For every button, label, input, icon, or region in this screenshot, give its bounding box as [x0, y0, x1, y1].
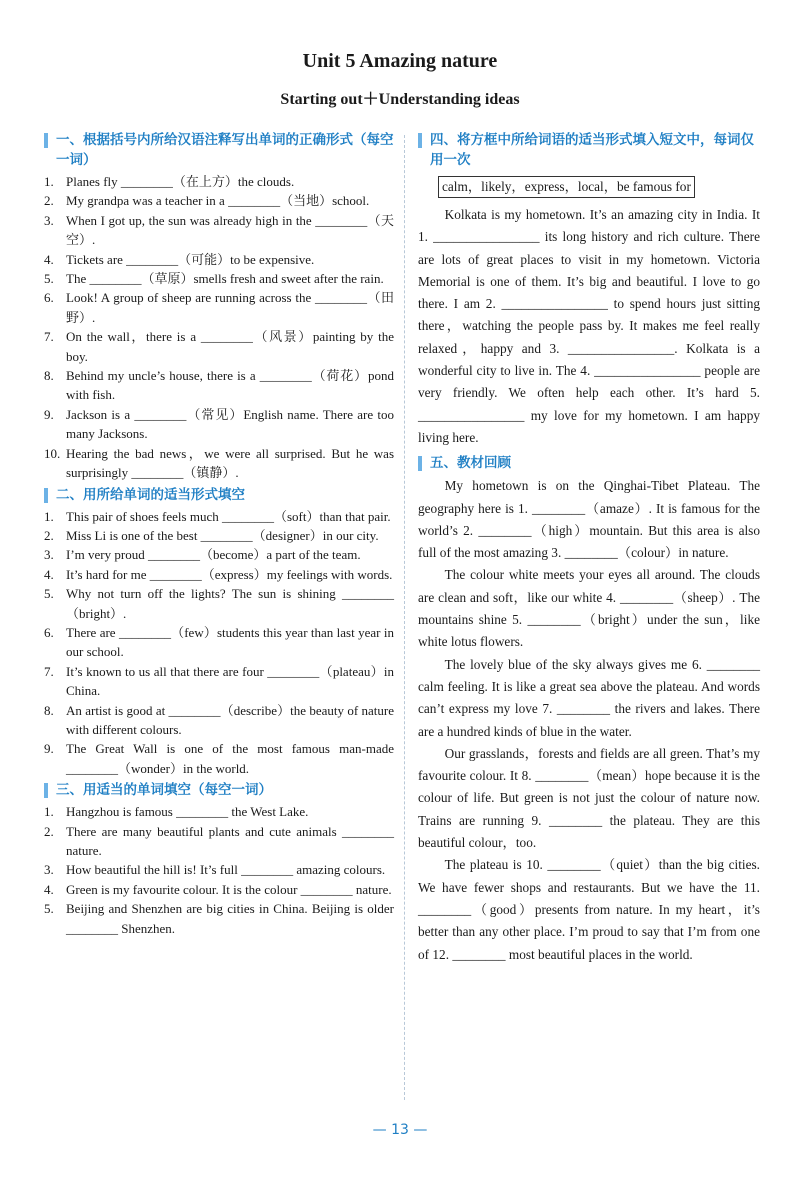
question-number: 5.: [44, 901, 54, 917]
section-2-items: [44, 507, 394, 779]
question-text: It’s known to us all that there are four ________（plateau）in China.: [66, 663, 394, 699]
question-number: 8.: [44, 368, 54, 384]
question-text: Miss Li is one of the best ________（designer）in our city.: [66, 527, 379, 543]
question-text: How beautiful the hill is! It’s full ________ amazing colours.: [66, 862, 386, 878]
question-item: [44, 662, 394, 701]
column-divider: [404, 135, 405, 1100]
question-item: [44, 565, 394, 584]
question-item: [44, 211, 394, 250]
section-4-heading: 四、将方框中所给词语的适当形式填入短文中，每词仅用一次: [418, 130, 760, 170]
section-5-paragraph: My hometown is on the Qinghai-Tibet Plateau. The geography here is 1. ________（amaze）. It is famous for the world’s 2. ________（high）mountain. But this area is also full of the most amazing 3. ________（colour）in nature.: [418, 478, 760, 561]
question-number: 5.: [44, 271, 54, 287]
question-number: 1.: [44, 508, 54, 524]
question-text: Hangzhou is famous ________ the West Lake.: [66, 804, 309, 820]
question-text: The ________（草原）smells fresh and sweet after the rain.: [66, 271, 384, 287]
question-number: 4.: [44, 251, 54, 267]
question-item: [44, 701, 394, 740]
question-text: This pair of shoes feels much ________（soft）than that pair.: [66, 508, 391, 524]
question-item: [44, 250, 394, 269]
section-3-items: [44, 802, 394, 938]
section-5-paragraph: The plateau is 10. ________（quiet）than the big cities. We have fewer shops and restaurants. But we have the 11. ________（good）presents from nature. In my heart，it’s better than any other place. I’m proud to say that I’m from one of 12. ________ most beautiful places in the world.: [418, 857, 760, 962]
question-item: [44, 327, 394, 366]
section-4-passage: Kolkata is my hometown. It’s an amazing city in India. It 1. ________________ its long history and rich culture. There are lots of great places to visit in my hometown. Victoria Memorial is one of them. It’s big and beautiful. I love to go there. I am 2. ________________ to spend hours just sitting there，watching the people pass by. It makes me feel really relaxed，happy and 3. ________________. Kolkata is a wonderful city to live in. The 4. ________________ people are very friendly. We often help each other. It’s hard 5. ________________ my love for my hometown. I am happy living here.: [418, 207, 760, 445]
question-item: [44, 739, 394, 778]
unit-title: Unit 5 Amazing nature: [302, 50, 498, 72]
question-text: Look! A group of sheep are running across the ________（田野）.: [66, 290, 394, 325]
question-number: 2.: [44, 823, 54, 839]
question-text: The Great Wall is one of the most famous man-made ________（wonder）in the world.: [66, 741, 394, 776]
question-number: 10.: [44, 445, 61, 461]
question-text: Hearing the bad news，we were all surprised. But he was surprisingly ________（镇静）.: [66, 445, 394, 481]
question-number: 2.: [44, 527, 54, 543]
question-item: [44, 444, 394, 483]
question-number: 5.: [44, 586, 54, 602]
section-1-heading: 一、根据括号内所给汉语注释写出单词的正确形式（每空一词）: [44, 130, 394, 170]
question-text: There are many beautiful plants and cute animals ________ nature.: [66, 823, 394, 858]
question-text: Why not turn off the lights? The sun is shining ________（bright）.: [66, 586, 394, 621]
section-5-heading: 五、教材回顾: [418, 453, 760, 473]
question-number: 9.: [44, 741, 54, 757]
question-text: There are ________（few）students this year than last year in our school.: [66, 624, 394, 660]
section-5-paragraph: The colour white meets your eyes all around. The clouds are clean and soft，like our white 4. ________（sheep）. The mountains shine 5. ________（bright）under the sun，like white lotus flowers.: [418, 567, 760, 650]
question-text: Planes fly ________（在上方）the clouds.: [66, 174, 295, 189]
question-number: 1.: [44, 174, 54, 189]
question-item: [44, 880, 394, 899]
question-number: 2.: [44, 193, 54, 209]
right-column: [418, 128, 760, 966]
question-item: [44, 802, 394, 821]
question-item: [44, 366, 394, 405]
question-text: It’s hard for me ________（express）my feelings with words.: [66, 566, 393, 582]
question-number: 3.: [44, 862, 54, 878]
question-text: Jackson is a ________（常见）English name. There are too many Jacksons.: [66, 406, 394, 442]
question-item: [44, 507, 394, 526]
question-text: Behind my uncle’s house, there is a ________（荷花）pond with fish.: [66, 368, 394, 403]
question-item: [44, 191, 394, 210]
question-item: [44, 526, 394, 545]
question-text: Tickets are ________（可能）to be expensive.: [66, 251, 315, 267]
question-number: 3.: [44, 212, 54, 228]
section-1-items: [44, 172, 394, 483]
question-item: [44, 860, 394, 879]
question-number: 8.: [44, 702, 54, 718]
lesson-subtitle: Starting out＋Understanding ideas: [280, 91, 520, 108]
question-text: My grandpa was a teacher in a ________（当地）school.: [66, 193, 370, 209]
question-text: On the wall，there is a ________（风景）painting by the boy.: [66, 329, 394, 364]
question-text: An artist is good at ________（describe）the beauty of nature with different colours.: [66, 702, 394, 737]
word-bank-box: calm，likely，express，local，be famous for: [438, 176, 695, 198]
page-number: — 13 —: [372, 1122, 428, 1138]
question-number: 6.: [44, 624, 54, 640]
question-item: [44, 822, 394, 861]
question-item: [44, 545, 394, 564]
question-number: 3.: [44, 547, 54, 563]
section-2-heading: 二、用所给单词的适当形式填空: [44, 485, 394, 505]
question-number: 6.: [44, 290, 54, 306]
left-column: [44, 128, 394, 938]
question-text: When I got up, the sun was already high in the ________（天空）.: [66, 212, 394, 248]
question-number: 7.: [44, 329, 54, 345]
question-item: [44, 288, 394, 327]
question-item: [44, 584, 394, 623]
question-item: [44, 172, 394, 191]
question-number: 4.: [44, 566, 54, 582]
question-number: 7.: [44, 663, 54, 679]
question-number: 4.: [44, 881, 54, 897]
section-5-paragraph: Our grasslands，forests and fields are all green. That’s my favourite colour. It 8. ________（mean）hope because it is the colour of life. But green is not just the colour of nature now. Trains are running 9. ________ the plateau. They are this beautiful colour，too.: [418, 745, 760, 851]
question-item: [44, 269, 394, 288]
question-text: I’m very proud ________（become）a part of the team.: [66, 547, 361, 563]
section-5-paragraph: The lovely blue of the sky always gives me 6. ________ calm feeling. It is like a great sea above the plateau. And words can’t express my love 7. ________ the rivers and lakes. There are a hundred kinds of blue in the water.: [418, 656, 760, 739]
question-number: 9.: [44, 406, 54, 422]
question-item: [44, 405, 394, 444]
section-3-heading: 三、用适当的单词填空（每空一词）: [44, 780, 394, 800]
question-text: Beijing and Shenzhen are big cities in China. Beijing is older ________ Shenzhen.: [66, 901, 394, 936]
question-item: [44, 899, 394, 938]
question-text: Green is my favourite colour. It is the colour ________ nature.: [66, 881, 392, 897]
question-item: [44, 623, 394, 662]
question-number: 1.: [44, 804, 54, 820]
